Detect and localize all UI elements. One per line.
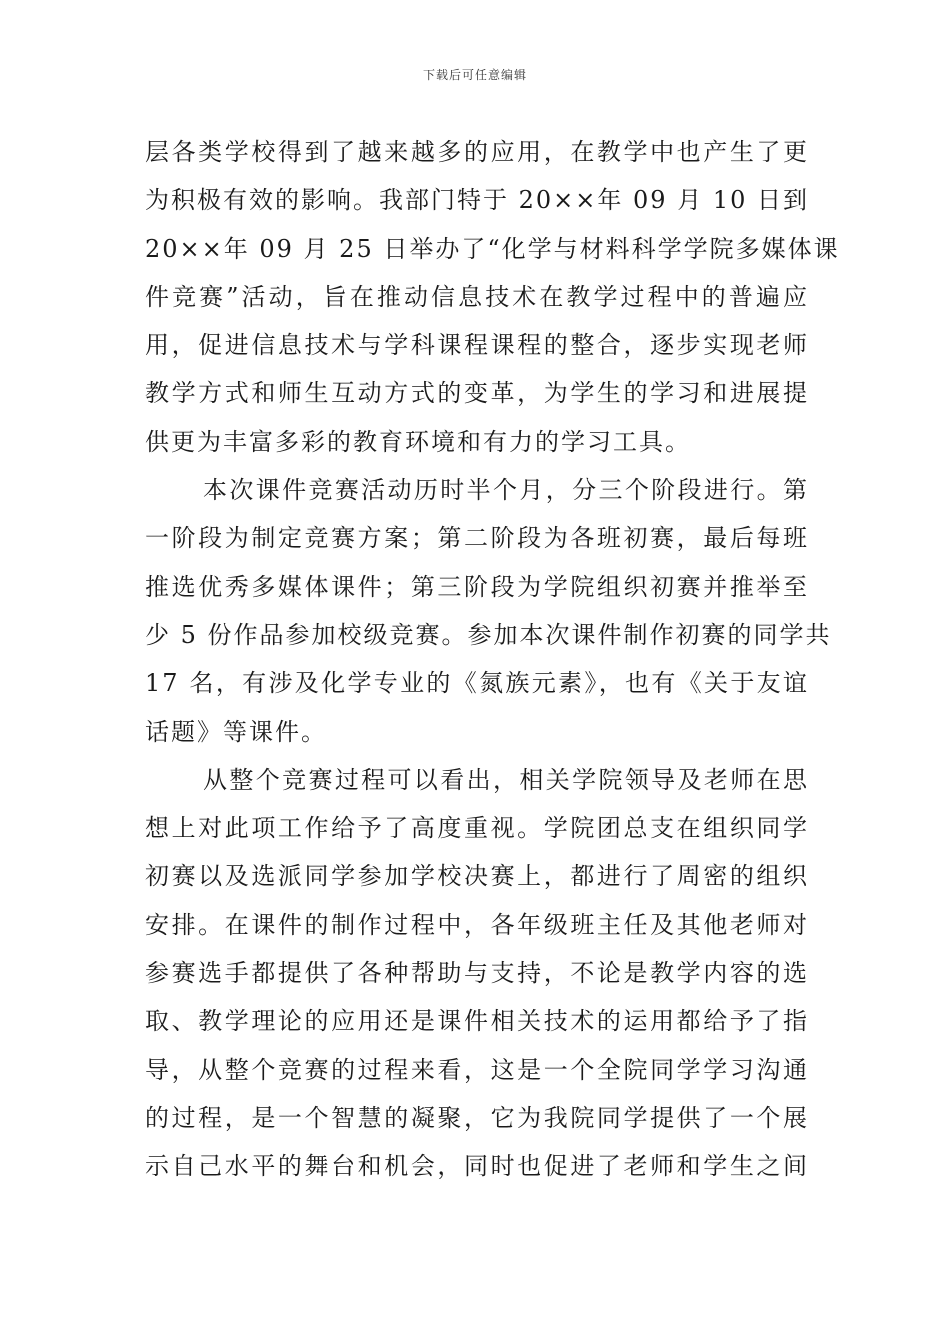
text-line: 导，从整个竞赛的过程来看，这是一个全院同学学习沟通 bbox=[145, 1055, 809, 1084]
page-header: 下载后可任意编辑 bbox=[422, 68, 527, 82]
text-line: 取、教学理论的应用还是课件相关技术的运用都给予了指 bbox=[145, 1007, 809, 1036]
text-line: 参赛选手都提供了各种帮助与支持，不论是教学内容的选 bbox=[145, 959, 809, 988]
text-line: 示自己水平的舞台和机会，同时也促进了老师和学生之间 bbox=[145, 1152, 809, 1181]
text-line: 想上对此项工作给予了高度重视。学院团总支在组织同学 bbox=[145, 814, 809, 843]
text-line: 的过程，是一个智慧的凝聚，它为我院同学提供了一个展 bbox=[145, 1103, 809, 1132]
text-line: 推选优秀多媒体课件；第三阶段为学院组织初赛并推举至 bbox=[145, 572, 809, 601]
text-line: 17 名，有涉及化学专业的《氮族元素》，也有《关于友谊 bbox=[145, 669, 809, 698]
text-line: 从整个竞赛过程可以看出，相关学院领导及老师在思 bbox=[203, 765, 809, 794]
text-line: 安排。在课件的制作过程中，各年级班主任及其他老师对 bbox=[145, 910, 809, 939]
text-line: 件竞赛”活动，旨在推动信息技术在教学过程中的普遍应 bbox=[145, 282, 809, 311]
text-line: 20××年 09 月 25 日举办了“化学与材料科学学院多媒体课 bbox=[145, 234, 840, 263]
paragraph-3 bbox=[145, 756, 809, 1191]
text-line: 一阶段为制定竞赛方案；第二阶段为各班初赛，最后每班 bbox=[145, 524, 809, 553]
text-line: 教学方式和师生互动方式的变革，为学生的学习和进展提 bbox=[145, 379, 809, 408]
text-line: 用，促进信息技术与学科课程课程的整合，逐步实现老师 bbox=[145, 331, 809, 360]
text-line: 为积极有效的影响。我部门特于 20××年 09 月 10 日到 bbox=[145, 186, 809, 215]
paragraph-1 bbox=[145, 128, 840, 466]
text-line: 层各类学校得到了越来越多的应用，在教学中也产生了更 bbox=[145, 138, 809, 166]
text-line: 本次课件竞赛活动历时半个月，分三个阶段进行。第 bbox=[203, 476, 809, 505]
text-line: 供更为丰富多彩的教育环境和有力的学习工具。 bbox=[145, 427, 691, 456]
paragraph-2 bbox=[145, 466, 832, 756]
text-line: 话题》等课件。 bbox=[145, 717, 327, 746]
text-line: 少 5 份作品参加校级竞赛。参加本次课件制作初赛的同学共 bbox=[145, 620, 832, 649]
document-body bbox=[145, 128, 840, 1191]
text-line: 初赛以及选派同学参加学校决赛上，都进行了周密的组织 bbox=[145, 862, 809, 891]
